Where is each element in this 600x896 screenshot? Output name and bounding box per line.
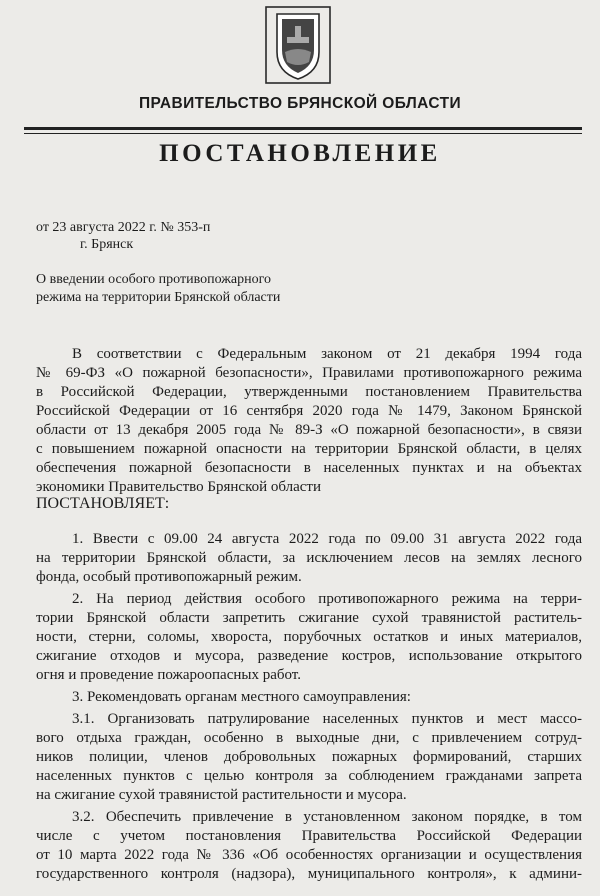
preamble-line: В соответствии с Федеральным законом от 21 декабря 1994 года [72,346,582,362]
document-date-number: от 23 августа 2022 г. № 353-п [36,220,211,235]
item-line: 1. Ввести с 09.00 24 августа 2022 года по 09.00 31 августа 2022 года [72,531,582,547]
preamble-line: в Российской Федерации, утвержденными постановлением Правительства [36,384,582,400]
item-line: тории Брянской области запретить сжигание сухой травянистой раститель- [36,610,582,626]
preamble-line: области от 13 декабря 2005 года № 89-З «О пожарной безопасности», в связи [36,422,582,438]
item-line: от 10 марта 2022 года № 336 «Об особенностях организации и осуществления [36,847,582,863]
item-line: населенных пунктов с целью контроля за соблюдением гражданами запрета [36,768,582,784]
coat-of-arms-icon [265,6,331,84]
preamble-line: с повышением пожарной опасности на территории Брянской области, в целях [36,441,582,457]
resolves-heading: ПОСТАНОВЛЯЕТ: [36,495,170,512]
document-type-title: ПОСТАНОВЛЕНИЕ [159,140,441,167]
item-line: ности, стерни, соломы, хвороста, порубочных остатков и иных материалов, [36,629,582,645]
preamble-line: Российской Федерации от 16 сентября 2020 года № 1479, Законом Брянской [36,403,582,419]
item-line: сжигание отходов и мусора, разведение костров, использование открытого [36,648,582,664]
item-line: на сжигание сухой травянистой растительности и мусора. [36,787,407,803]
preamble-line: обеспечения пожарной безопасности в населенных пунктах и на объектах [36,460,582,476]
header-rule-thick [24,127,582,130]
item-line: на территории Брянской области, за исключением лесов на землях лесного [36,550,582,566]
document-city: г. Брянск [80,237,134,252]
item-line: фонда, особый противопожарный режим. [36,569,302,585]
subject-line-1: О введении особого противопожарного [36,272,272,287]
item-line: огня и проведение пожароопасных работ. [36,667,301,683]
item-line: ников полиции, членов добровольных пожарных формирований, старших [36,749,582,765]
item-line: 2. На период действия особого противопожарного режима на терри- [72,591,582,607]
header-rule-thin [24,133,582,134]
subject-line-2: режима на территории Брянской области [36,290,281,305]
organization-title: ПРАВИТЕЛЬСТВО БРЯНСКОЙ ОБЛАСТИ [138,95,462,112]
item-line: вого отдыха граждан, особенно в выходные дни, с привлечением сотруд- [36,730,582,746]
preamble-line: № 69-ФЗ «О пожарной безопасности», Правилами противопожарного режима [36,365,582,381]
item-line: государственного контроля (надзора), муниципального контроля», к админи- [36,866,582,882]
preamble-line: экономики Правительство Брянской области [36,479,322,495]
item-line: числе с учетом постановления Правительства Российской Федерации [36,828,582,844]
item-line: 3.2. Обеспечить привлечение в установленном законом порядке, в том [72,809,582,825]
item-line: 3.1. Организовать патрулирование населенных пунктов и мест массо- [72,711,582,727]
item-line: 3. Рекомендовать органам местного самоуправления: [72,689,411,705]
